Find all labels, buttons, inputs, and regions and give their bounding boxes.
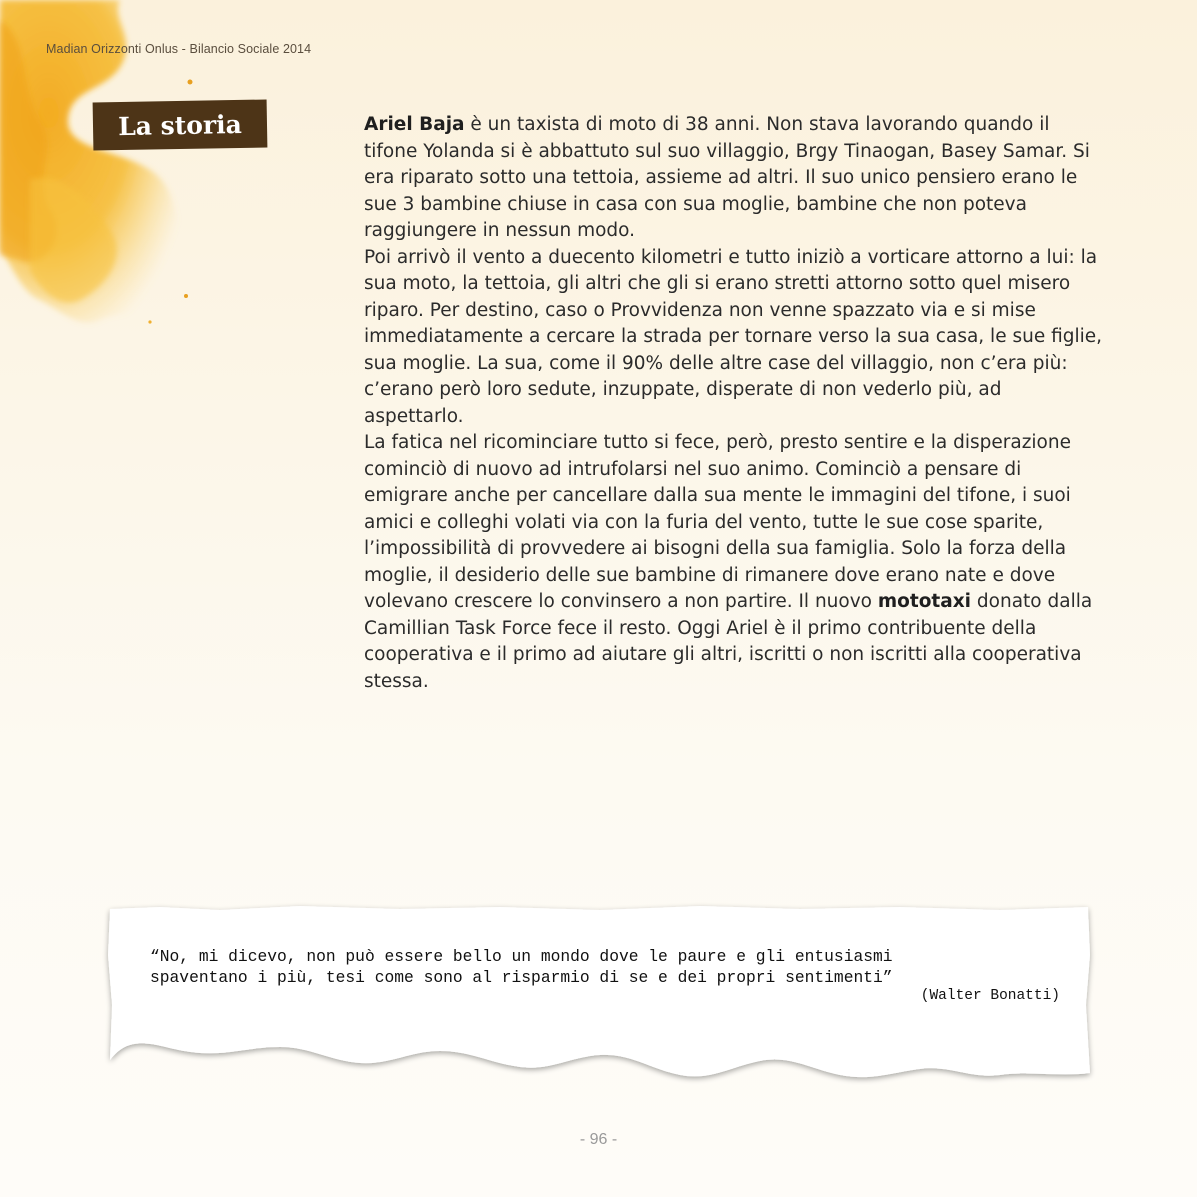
story-name: Ariel Baja [364, 114, 465, 135]
story-highlight-mototaxi: mototaxi [877, 591, 972, 612]
story-text-3b: donato dalla Camillian Task Force fece il resto. Oggi Ariel è il primo contribuente della cooperativa e il primo ad aiutare gli altri, iscritti o non iscritti alla cooperativa stessa. [364, 591, 1093, 692]
running-header: Madian Orizzonti Onlus - Bilancio Sociale 2014 [46, 42, 312, 56]
quote-line-1: “No, mi dicevo, non può essere bello un mondo dove le paure e gli entusiasmi [150, 947, 893, 966]
story-text-1: è un taxista di moto di 38 anni. Non stava lavorando quando il tifone Yolanda si è abbattuto sul suo villaggio, Brgy Tinaogan, Basey Samar. Si era riparato sotto una tettoia, assieme ad altri. Il suo unico pensiero erano le sue 3 bambine chiuse in casa con sua moglie, bambine che non poteva raggiungere in nessun modo. [364, 114, 1090, 241]
quote-author: (Walter Bonatti) [920, 988, 1060, 1004]
section-label-text: La storia [117, 109, 243, 141]
story-text [364, 112, 1104, 695]
quote-text [150, 946, 1062, 988]
section-label [93, 99, 268, 150]
story-paragraph-3 [364, 430, 1104, 695]
page-number: - 96 - [579, 1131, 618, 1148]
story-paragraph-2: Poi arrivò il vento a duecento kilometri e tutto iniziò a vorticare attorno a lui: la sua moto, la tettoia, gli altri che gli si erano stretti attorno sotto quel misero riparo. Per destino, caso o Provvidenza non venne spazzato via e si mise immediatamente a cercare la strada per tornare verso la sua casa, le sue figlie, sua moglie. La sua, come il 90% delle altre case del villaggio, non c’era più: c’erano però loro sedute, inzuppate, disperate di non vederlo più, ad aspettarlo. [364, 246, 1103, 427]
story-text-3a: La fatica nel ricominciare tutto si fece, però, presto sentire e la disperazione cominciò di nuovo ad intrufolarsi nel suo animo. Cominciò a pensare di emigrare anche per cancellare dalla sua mente le immagini del tifone, i suoi amici e colleghi volati via con la furia del vento, tutte le sue cose sparite, l’impossibilità di provvedere ai bisogni della sua famiglia. Solo la forza della moglie, il desiderio delle sue bambine di rimanere dove erano nate e dove volevano crescere lo convinsero a non partire. Il nuovo [364, 432, 1071, 612]
quote-line-2: spaventano i più, tesi come sono al risparmio di se e dei propri sentimenti” [150, 968, 893, 987]
story-paragraph-1 [364, 112, 1104, 245]
